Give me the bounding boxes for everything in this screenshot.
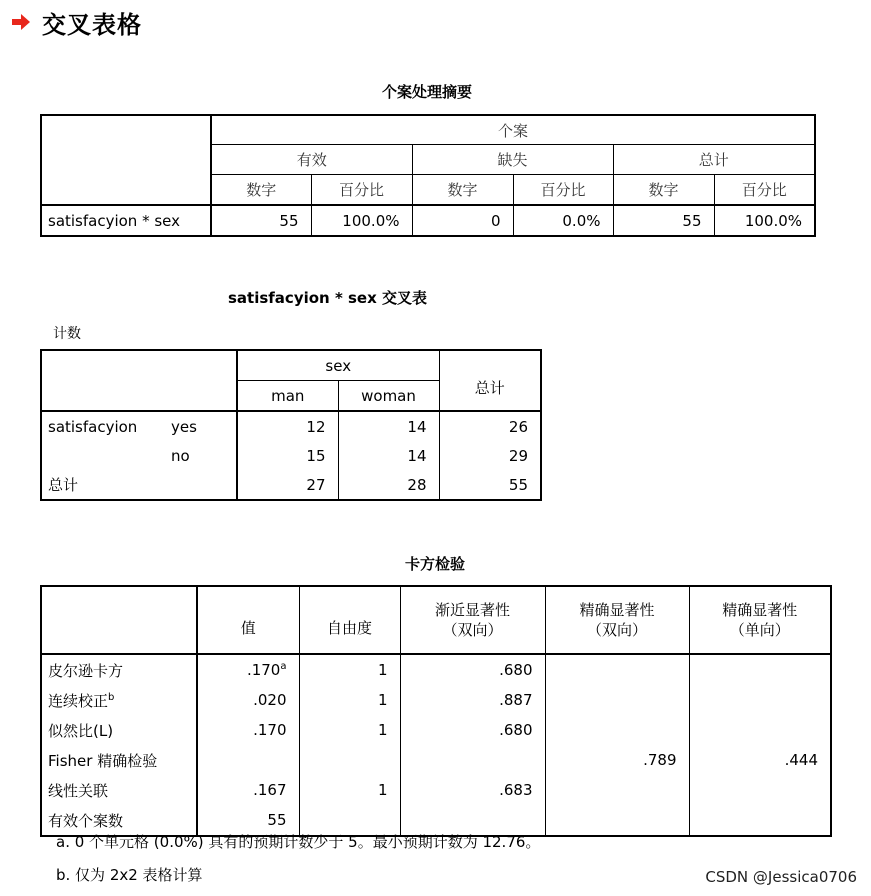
- header-exact-sig-1: [689, 586, 831, 654]
- cell-value: [197, 654, 299, 685]
- row-label-text: 线性关联: [48, 781, 109, 800]
- cell-exact-sig-2: [545, 715, 689, 745]
- header-line: 渐近显著性: [434, 601, 510, 619]
- header-line: 精确显著性: [722, 601, 798, 619]
- page-title: 交叉表格: [42, 10, 142, 39]
- corner-cell: [41, 115, 211, 205]
- row-label-text: 皮尔逊卡方: [48, 661, 124, 680]
- cell-asym-sig-text: .887: [499, 691, 533, 709]
- table-row: [41, 745, 831, 775]
- cell-value: 55: [211, 205, 311, 236]
- cell-value-text: .167: [253, 781, 287, 799]
- header-value: 值: [197, 586, 299, 654]
- cell-asym-sig-text: .683: [499, 781, 533, 799]
- cell-exact-sig-2: [545, 775, 689, 805]
- corner-cell: [41, 350, 237, 411]
- header-asym-sig: [400, 586, 545, 654]
- header-sex: sex: [237, 350, 439, 381]
- cell-exact-sig-2: [545, 654, 689, 685]
- row-label: [41, 654, 197, 685]
- cell-df-text: 1: [377, 661, 388, 679]
- header-line: （双向）: [442, 621, 503, 639]
- cell-df-text: 1: [377, 781, 388, 799]
- cell-exact-sig-2-text: .789: [643, 751, 677, 769]
- watermark: CSDN @Jessica0706: [705, 868, 857, 886]
- cell-value: 14: [338, 411, 439, 441]
- row-label: [41, 685, 197, 715]
- footnote-b: b. 仅为 2x2 表格计算: [56, 866, 203, 884]
- footnote-marker: a: [280, 661, 287, 672]
- row-var-spacer: [41, 441, 165, 470]
- cell-exact-sig-1: [689, 805, 831, 836]
- cell-exact-sig-1: [689, 654, 831, 685]
- cell-df: [299, 775, 400, 805]
- subheader-percent: 百分比: [714, 175, 815, 206]
- cell-df: [299, 654, 400, 685]
- cell-value: 100.0%: [714, 205, 815, 236]
- cell-asym-sig-text: .680: [499, 661, 533, 679]
- crosstab-table: [40, 349, 542, 501]
- chi-square-table: [40, 585, 832, 837]
- table-row: [41, 775, 831, 805]
- cell-value: 26: [439, 411, 541, 441]
- chisq-caption: 卡方检验: [404, 555, 465, 573]
- subheader-n: 数字: [613, 175, 714, 206]
- cell-value: 27: [306, 475, 326, 494]
- corner-cell: [41, 586, 197, 654]
- cell-df: [299, 685, 400, 715]
- row-label-text: 似然比(L): [48, 721, 114, 740]
- table-row: [41, 205, 815, 236]
- header-cases: 个案: [211, 115, 815, 145]
- summary-table-caption: 个案处理摘要: [381, 83, 472, 101]
- cell-exact-sig-1: [689, 745, 831, 775]
- table-row: [41, 411, 541, 441]
- cell-value: 100.0%: [311, 205, 412, 236]
- section-header: [10, 2, 142, 42]
- cell-value: [197, 775, 299, 805]
- cell-value-text: .170: [246, 661, 281, 679]
- crosstab-caption: satisfacyion * sex 交叉表: [227, 289, 428, 307]
- cell-value: 15: [306, 446, 326, 465]
- cell-asym-sig-text: .680: [499, 721, 533, 739]
- header-woman: woman: [338, 381, 439, 412]
- cell-value: [197, 745, 299, 775]
- row-var-label: satisfacyion: [48, 417, 138, 436]
- table-row: [41, 470, 541, 500]
- row-label-no: no: [165, 441, 237, 470]
- row-label-total: 总计: [41, 470, 237, 500]
- subheader-n: 数字: [211, 175, 311, 206]
- header-total: 总计: [613, 145, 815, 175]
- row-label: [41, 715, 197, 745]
- cell-asym-sig: [400, 654, 545, 685]
- cell-asym-sig: [400, 685, 545, 715]
- subheader-n: 数字: [412, 175, 513, 206]
- case-summary-table: [40, 114, 816, 237]
- cell-value: 0.0%: [513, 205, 613, 236]
- table-row: [41, 441, 541, 470]
- row-label-text: 连续校正: [48, 691, 109, 710]
- cell-value-text: 55: [267, 811, 287, 829]
- red-arrow-icon: [10, 11, 32, 33]
- cell-value-text: .020: [253, 691, 287, 709]
- header-missing: 缺失: [412, 145, 613, 175]
- footnote-a: a. 0 个单元格 (0.0%) 具有的预期计数少于 5。最小预期计数为 12.76。: [56, 833, 541, 851]
- header-valid: 有效: [211, 145, 412, 175]
- table-row: [41, 715, 831, 745]
- cell-asym-sig: [400, 715, 545, 745]
- cell-exact-sig-2: [545, 685, 689, 715]
- cell-value-text: .170: [253, 721, 287, 739]
- cell-exact-sig-2: [545, 805, 689, 836]
- cell-value: [197, 715, 299, 745]
- subheader-percent: 百分比: [513, 175, 613, 206]
- cell-value: 55: [439, 470, 541, 500]
- cell-value: [197, 685, 299, 715]
- row-label: [41, 775, 197, 805]
- cell-df-text: 1: [377, 691, 388, 709]
- row-label: [41, 745, 197, 775]
- cell-asym-sig: [400, 745, 545, 775]
- row-label-text: Fisher 精确检验: [48, 751, 158, 770]
- cell-value: 55: [613, 205, 714, 236]
- cell-exact-sig-1: [689, 715, 831, 745]
- cell-df-text: 1: [377, 721, 388, 739]
- cell-exact-sig-1: [689, 775, 831, 805]
- header-df: 自由度: [299, 586, 400, 654]
- header-man: man: [237, 381, 338, 412]
- row-label: satisfacyion * sex: [41, 205, 211, 236]
- row-label-yes: yes: [165, 411, 237, 441]
- header-total: 总计: [439, 350, 541, 411]
- subheader-percent: 百分比: [311, 175, 412, 206]
- cell-df: [299, 745, 400, 775]
- header-line: 精确显著性: [579, 601, 655, 619]
- table-row: [41, 685, 831, 715]
- footnote-marker: b: [108, 691, 115, 703]
- cell-value: 28: [338, 470, 439, 500]
- cell-value: 0: [412, 205, 513, 236]
- cell-value: 12: [306, 417, 326, 436]
- header-line: （单向）: [729, 621, 790, 639]
- cell-exact-sig-2: [545, 745, 689, 775]
- cell-value: 14: [338, 441, 439, 470]
- count-label: 计数: [53, 326, 81, 342]
- cell-asym-sig: [400, 775, 545, 805]
- table-row: [41, 654, 831, 685]
- row-label-text: 有效个案数: [48, 811, 124, 830]
- header-line: （双向）: [586, 621, 647, 639]
- header-exact-sig-2: [545, 586, 689, 654]
- cell-df: [299, 715, 400, 745]
- cell-exact-sig-1-text: .444: [784, 751, 818, 769]
- cell-exact-sig-1: [689, 685, 831, 715]
- cell-value: 29: [439, 441, 541, 470]
